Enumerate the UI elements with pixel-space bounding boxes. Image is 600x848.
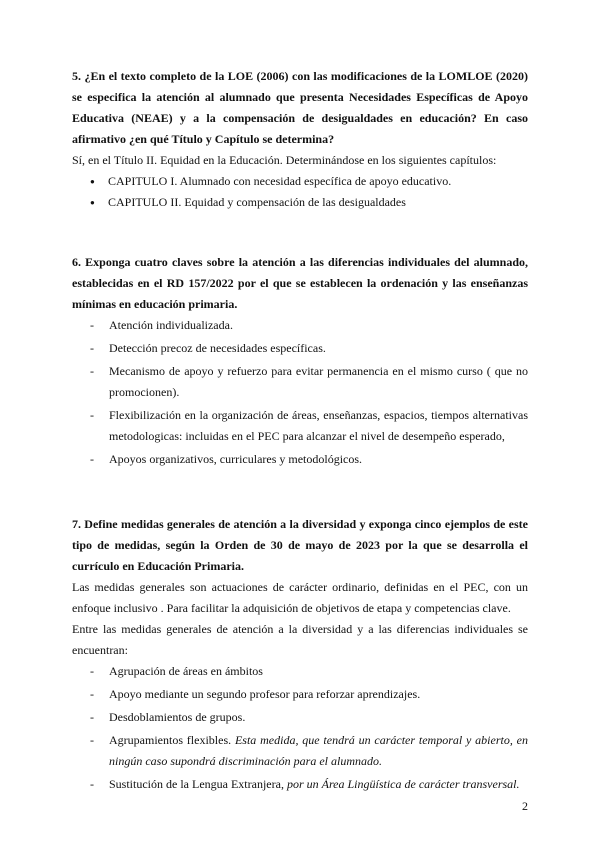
question-5-section (72, 66, 528, 213)
list-item-italic-note: por un Área Lingüística de carácter transversal. (286, 777, 520, 791)
question-5-heading: 5. ¿En el texto completo de la LOE (2006) con las modificaciones de la LOMLOE (2020) se especifica la atención al alumnado que presenta Necesidades Específicas de Apoyo Educativa (NEAE) y a la compensación de desigualdades en educación? En caso afirmativo ¿en qué Título y Capítulo se determina? (72, 69, 528, 146)
question-6-heading: 6. Exponga cuatro claves sobre la atención a las diferencias individuales del alumnado, establecidas en el RD 157/2022 por el que se establecen la ordenación y las enseñanzas mínimas en educación primaria. (72, 255, 528, 311)
list-item: - Mecanismo de apoyo y refuerzo para evitar permanencia en el mismo curso ( que no promocionen). (90, 361, 528, 403)
question-7-section (72, 514, 528, 795)
list-item: - Apoyo mediante un segundo profesor para reforzar aprendizajes. (90, 684, 528, 705)
question-7-paragraph-1: Las medidas generales son actuaciones de carácter ordinario, definidas en el PEC, con un enfoque inclusivo . Para facilitar la adquisición de objetivos de etapa y competencias clave. (72, 580, 528, 615)
question-7-heading: 7. Define medidas generales de atención a la diversidad y exponga cinco ejemplos de este tipo de medidas, según la Orden de 30 de mayo de 2023 por la que se desarrolla el currículo en Educación Primaria. (72, 517, 528, 573)
question-5-answer: Sí, en el Título II. Equidad en la Educación. Determinándose en los siguientes capítulos: (72, 153, 497, 167)
list-item: - Atención individualizada. (90, 315, 528, 336)
question-5-list (72, 171, 528, 213)
list-item: - Desdoblamientos de grupos. (90, 707, 528, 728)
question-6-list (72, 315, 528, 470)
list-item: ● CAPITULO I. Alumnado con necesidad específica de apoyo educativo. (90, 171, 528, 192)
page-number: 2 (522, 799, 528, 813)
list-item: - Agrupamientos flexibles. Esta medida, que tendrá un carácter temporal y abierto, en ningún caso supondrá discriminación para el alumnado. (90, 730, 528, 772)
document-page (72, 66, 528, 797)
list-item: - Agrupación de áreas en ámbitos (90, 661, 528, 682)
list-item: ● CAPITULO II. Equidad y compensación de las desigualdades (90, 192, 528, 213)
list-item-italic-note: Esta medida, que tendrá un carácter temporal y abierto, en ningún caso supondrá discriminación para el alumnado. (109, 733, 528, 768)
question-6-section (72, 252, 528, 470)
list-item: - Sustitución de la Lengua Extranjera, por un Área Lingüística de carácter transversal. (90, 774, 528, 795)
list-item: - Apoyos organizativos, curriculares y metodológicos. (90, 449, 528, 470)
question-7-list (72, 661, 528, 795)
question-7-paragraph-2: Entre las medidas generales de atención a la diversidad y a las diferencias individuales se encuentran: (72, 622, 528, 657)
list-item: - Flexibilización en la organización de áreas, enseñanzas, espacios, tiempos alternativas metodologicas: incluidas en el PEC para alcanzar el nivel de desempeño esperado, (90, 405, 528, 447)
list-item: - Detección precoz de necesidades específicas. (90, 338, 528, 359)
